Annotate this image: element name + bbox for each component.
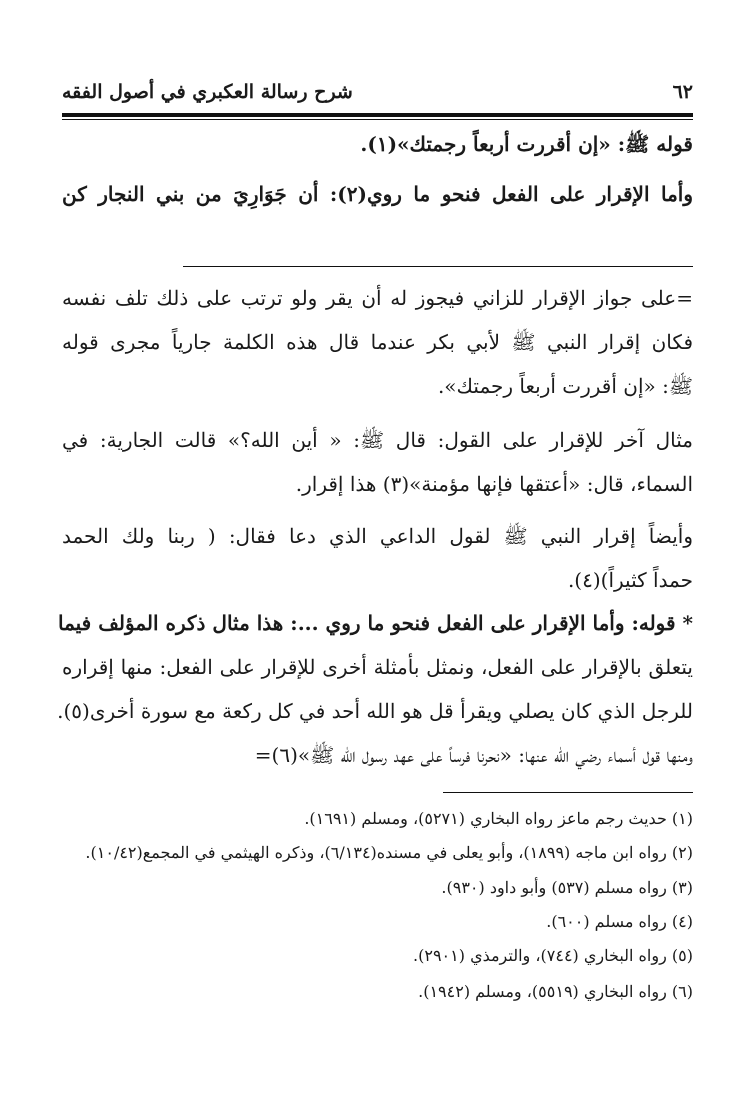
footnote-2: (٢) رواه ابن ماجه (١٨٩٩)، وأبو يعلى في مسنده(٦/١٣٤)، وذكره الهيثمي في المجمع(١٠/٤٢). xyxy=(85,843,693,862)
page-number: ٦٢ xyxy=(672,81,693,103)
commentary-line-5: السماء، قال: «أعتقها فإنها مؤمنة»(٣) هذا إقرار. xyxy=(295,472,693,496)
commentary-line-1: =على جواز الإقرار للزاني فيجوز له أن يقر ولو ترتب على ذلك تلف نفسه xyxy=(62,286,693,310)
running-title: شرح رسالة العكبري في أصول الفقه xyxy=(62,81,353,103)
commentary-line-6: وأيضاً إقرار النبي ﷺ لقول الداعي الذي دعا فقال: ( ربنا ولك الحمد xyxy=(62,524,693,548)
footnote-3: (٣) رواه مسلم (٥٣٧) وأبو داود (٩٣٠). xyxy=(441,878,693,897)
commentary-line-9: يتعلق بالإقرار على الفعل، ونمثل بأمثلة أخرى للإقرار على الفعل: منها إقراره xyxy=(62,655,693,679)
commentary-line-10: للرجل الذي كان يصلي ويقرأ قل هو الله أحد في كل ركعة مع سورة أخرى(٥). xyxy=(57,699,693,723)
footnote-1: (١) حديث رجم ماعز رواه البخاري (٥٢٧١)، ومسلم (١٦٩١). xyxy=(304,809,693,828)
commentary-line-2: فكان إقرار النبي ﷺ لأبي بكر عندما قال هذه الكلمة جارياً مجرى قوله xyxy=(62,330,693,354)
main-text-line-1: قوله ﷺ: «إن أقررت أربعاً رجمتك»(١). xyxy=(360,132,693,156)
footnote-4: (٤) رواه مسلم (٦٠٠). xyxy=(546,912,693,931)
running-header xyxy=(62,72,693,112)
commentary-line-7: حمداً كثيراً)(٤). xyxy=(567,568,693,592)
footnote-5: (٥) رواه البخاري (٧٤٤)، والترمذي (٢٩٠١). xyxy=(413,946,693,965)
header-rule-thick xyxy=(62,113,693,117)
header-rule-thin xyxy=(62,119,693,120)
main-text-line-2: وأما الإقرار على الفعل فنحو ما روي(٢): أن جَوَارِيَ من بني النجار كن xyxy=(62,182,694,206)
commentary-line-11: ومنها قول أسماء رضي الله عنها: «نحرنا فرساً على عهد رسول الله ﷺ»(٦)= xyxy=(254,743,693,767)
commentary-line-8: * قوله: وأما الإقرار على الفعل فنحو ما روي ...: هذا مثال ذكره المؤلف فيما xyxy=(57,611,693,635)
footnote-6: (٦) رواه البخاري (٥٥١٩)، ومسلم (١٩٤٢). xyxy=(418,982,693,1001)
footnote-separator xyxy=(443,792,693,793)
commentary-line-4: مثال آخر للإقرار على القول: قال ﷺ: « أين الله؟» قالت الجارية: في xyxy=(62,428,693,452)
section-separator xyxy=(183,266,693,267)
commentary-line-3: ﷺ: «إن أقررت أربعاً رجمتك». xyxy=(437,374,693,398)
